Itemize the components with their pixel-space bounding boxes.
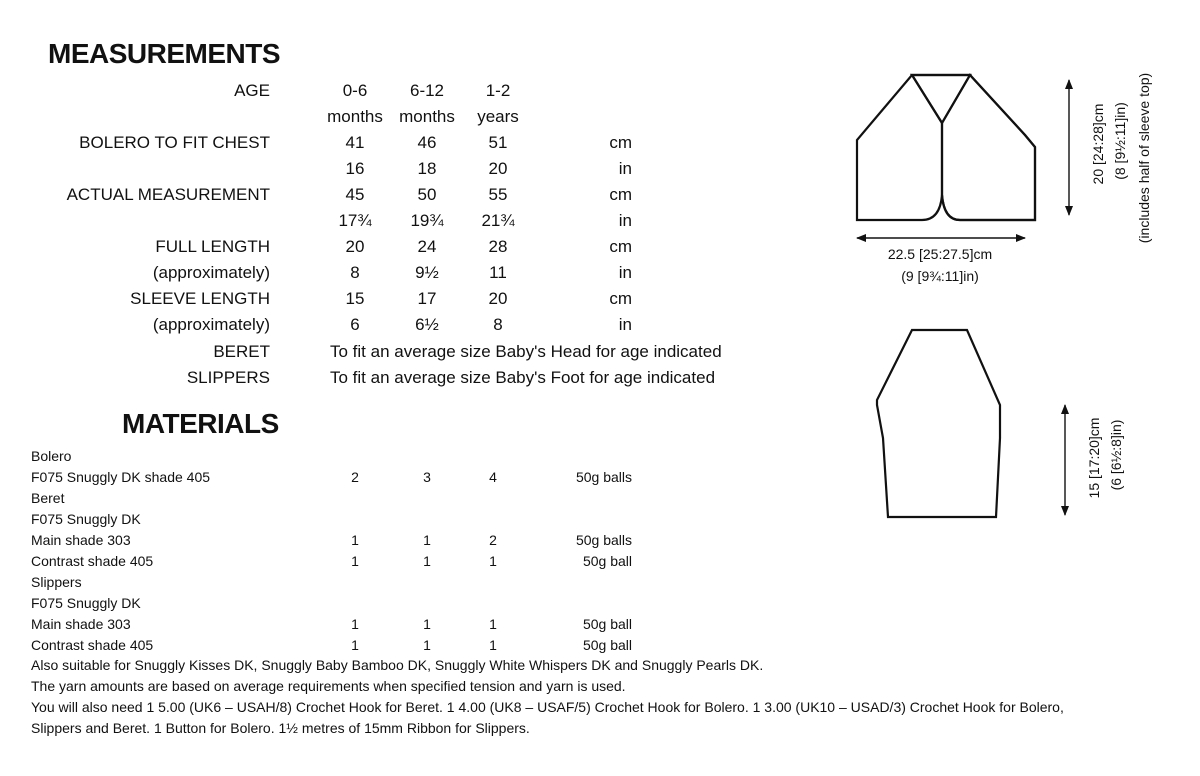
measurement-value: 20 — [488, 289, 508, 308]
material-quantity: 2 — [489, 532, 497, 548]
bolero-height-in: (8 [9½:11]in) — [1112, 102, 1128, 180]
material-unit: 50g balls — [575, 532, 632, 548]
measurement-label: FULL LENGTH — [155, 237, 270, 256]
measurement-value: 17 — [417, 289, 437, 308]
sleeve-height-cm: 15 [17:20]cm — [1086, 417, 1102, 499]
material-quantity: 1 — [489, 553, 497, 569]
material-label: Main shade 303 — [31, 616, 131, 632]
material-quantity: 1 — [351, 637, 359, 653]
measurement-value: 17¾ — [338, 211, 372, 230]
measurement-value: 6 — [350, 315, 360, 334]
measurement-unit: cm — [609, 133, 632, 152]
note-line: Slippers and Beret. 1 Button for Bolero. 1½ metres of 15mm Ribbon for Slippers. — [31, 720, 530, 736]
bolero-width-in: (9 [9¾:11]in) — [901, 268, 979, 284]
material-label: Bolero — [31, 448, 72, 464]
measurement-value: 9½ — [415, 263, 439, 282]
material-quantity: 1 — [351, 616, 359, 632]
measurement-value: 55 — [488, 185, 508, 204]
measurement-value: 6-12 — [409, 81, 445, 100]
measurement-value: 20 — [345, 237, 365, 256]
measurement-unit: in — [618, 211, 632, 230]
beret-label: BERET — [213, 342, 270, 361]
measurement-value: 16 — [345, 159, 365, 178]
measurement-value: 46 — [417, 133, 437, 152]
measurements-heading: MEASUREMENTS — [48, 38, 281, 69]
measurement-unit: cm — [609, 185, 632, 204]
measurement-value: 18 — [417, 159, 437, 178]
measurement-unit: cm — [609, 237, 632, 256]
measurement-value: 21¾ — [481, 211, 515, 230]
material-label: Slippers — [31, 574, 82, 590]
material-quantity: 1 — [489, 637, 497, 653]
material-quantity: 1 — [423, 553, 431, 569]
measurement-value: 0-6 — [342, 81, 368, 100]
measurement-label: ACTUAL MEASUREMENT — [66, 185, 270, 204]
measurement-value: 8 — [350, 263, 360, 282]
material-unit: 50g ball — [582, 637, 632, 653]
measurement-value: months — [399, 107, 455, 126]
measurement-value: 20 — [488, 159, 508, 178]
material-label: Main shade 303 — [31, 532, 131, 548]
material-quantity: 1 — [423, 616, 431, 632]
measurement-value: 8 — [493, 315, 503, 334]
measurement-label: AGE — [234, 81, 270, 100]
sleeve-shape — [877, 330, 1000, 517]
slippers-text: To fit an average size Baby's Foot for age indicated — [330, 368, 716, 387]
material-unit: 50g balls — [575, 469, 632, 485]
measurement-value: 41 — [345, 133, 365, 152]
bolero-width-cm: 22.5 [25:27.5]cm — [887, 246, 993, 262]
note-line: The yarn amounts are based on average requirements when specified tension and yarn is used. — [31, 678, 626, 694]
measurement-label: SLEEVE LENGTH — [130, 289, 270, 308]
schematic-diagrams — [840, 60, 1080, 530]
measurement-value: 19¾ — [410, 211, 444, 230]
material-quantity: 4 — [489, 469, 497, 485]
measurement-unit: cm — [609, 289, 632, 308]
measurement-value: years — [477, 107, 519, 126]
material-quantity: 1 — [489, 616, 497, 632]
note-line: Also suitable for Snuggly Kisses DK, Snuggly Baby Bamboo DK, Snuggly White Whispers DK and Snuggly Pearls DK. — [31, 657, 764, 673]
measurement-value: 50 — [417, 185, 437, 204]
measurement-value: 11 — [489, 263, 507, 282]
material-unit: 50g ball — [582, 616, 632, 632]
beret-text: To fit an average size Baby's Head for age indicated — [330, 342, 722, 361]
materials-heading: MATERIALS — [122, 408, 279, 439]
material-label: Beret — [31, 490, 65, 506]
measurement-value: months — [327, 107, 383, 126]
material-quantity: 3 — [423, 469, 431, 485]
material-quantity: 1 — [423, 532, 431, 548]
material-label: F075 Snuggly DK — [31, 511, 141, 527]
measurement-label: (approximately) — [152, 263, 270, 282]
material-quantity: 2 — [351, 469, 359, 485]
material-quantity: 1 — [423, 637, 431, 653]
measurement-value: 51 — [488, 133, 508, 152]
measurement-value: 1-2 — [485, 81, 511, 100]
material-quantity: 1 — [351, 532, 359, 548]
slippers-label: SLIPPERS — [186, 368, 270, 387]
measurement-label: (approximately) — [152, 315, 270, 334]
measurement-value: 45 — [345, 185, 365, 204]
bolero-height-note: (includes half of sleeve top) — [1136, 72, 1152, 244]
note-line: You will also need 1 5.00 (UK6 – USAH/8) Crochet Hook for Beret. 1 4.00 (UK8 – USAF/5) Crochet Hook for Bolero. 1 3.00 (UK10 – USAD/3) Crochet Hook for Bolero, — [31, 699, 1064, 715]
measurement-value: 28 — [488, 237, 508, 256]
material-label: Contrast shade 405 — [31, 553, 154, 569]
measurement-value: 24 — [417, 237, 437, 256]
measurement-value: 15 — [345, 289, 365, 308]
material-unit: 50g ball — [582, 553, 632, 569]
material-label: F075 Snuggly DK shade 405 — [31, 469, 211, 485]
measurement-value: 6½ — [415, 315, 439, 334]
bolero-back-shape — [857, 75, 1035, 220]
sleeve-height-in: (6 [6½:8]in) — [1108, 419, 1124, 491]
measurement-unit: in — [618, 263, 632, 282]
measurement-label: BOLERO TO FIT CHEST — [79, 133, 270, 152]
bolero-height-cm: 20 [24:28]cm — [1090, 103, 1106, 185]
material-label: F075 Snuggly DK — [31, 595, 141, 611]
material-quantity: 1 — [351, 553, 359, 569]
material-label: Contrast shade 405 — [31, 637, 154, 653]
measurement-unit: in — [618, 315, 632, 334]
measurement-unit: in — [618, 159, 632, 178]
